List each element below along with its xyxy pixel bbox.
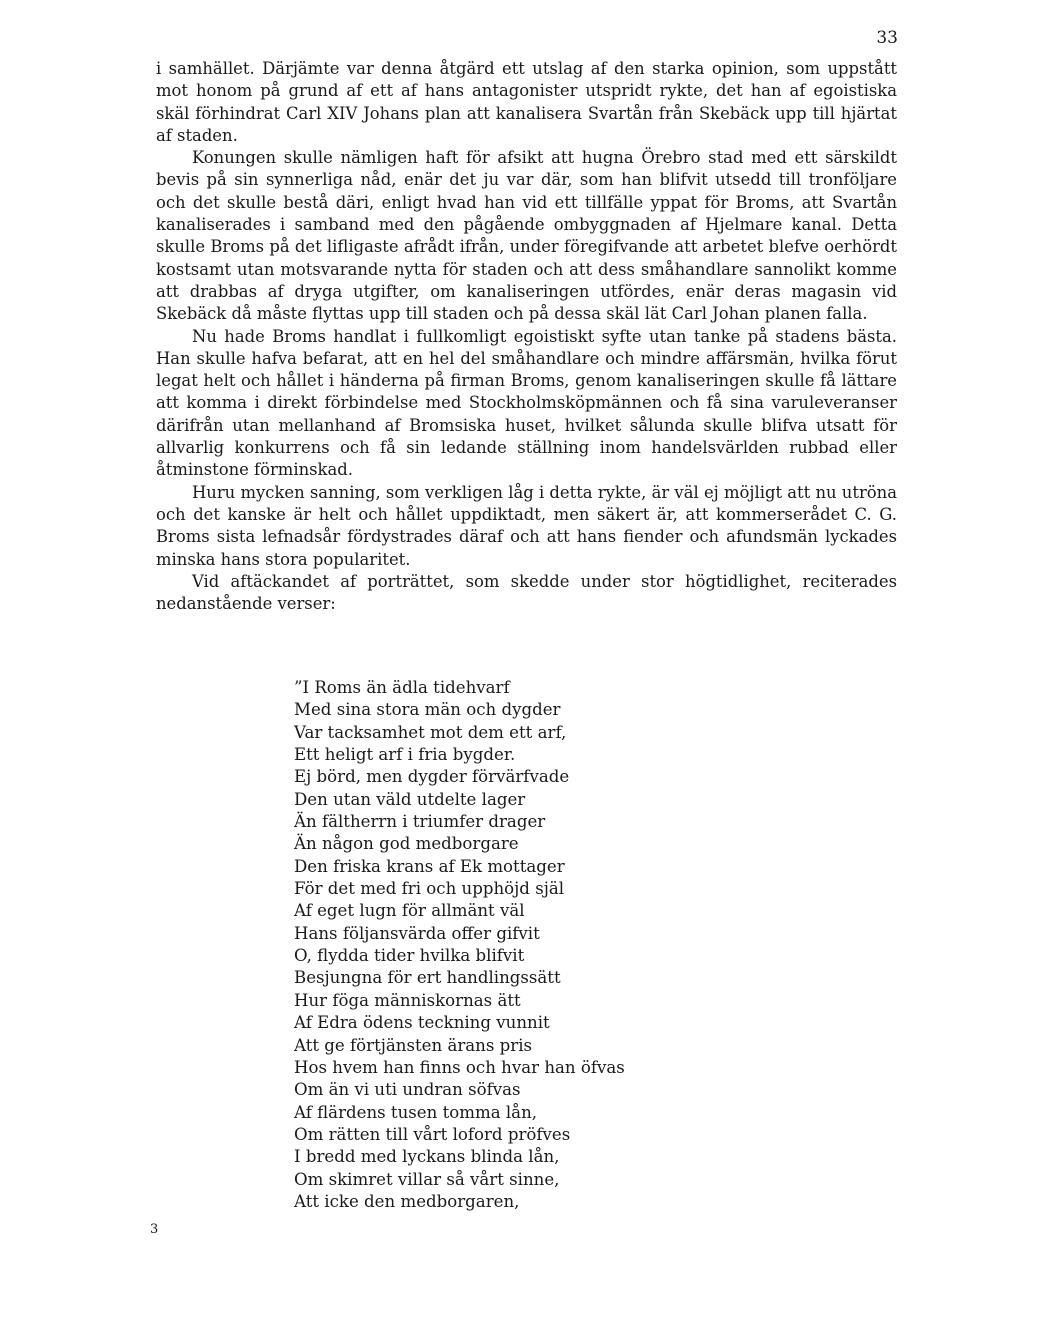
poem-line: Att ge förtjänsten ärans pris: [294, 1035, 533, 1055]
paragraph: Vid aftäckandet af porträttet, som skedde under stor högtidlighet, reciterades nedanstående verser:: [156, 571, 897, 614]
poem-line: Var tacksamhet mot dem ett arf,: [294, 722, 567, 742]
poem-line: Den friska krans af Ek mottager: [294, 856, 565, 876]
poem-line: Hos hvem han finns och hvar han öfvas: [294, 1057, 625, 1077]
poem-line: Ett heligt arf i fria bygder.: [294, 745, 516, 765]
poem-line: Hans följansvärda offer gifvit: [294, 923, 540, 943]
paragraph: Huru mycken sanning, som verkligen låg i detta rykte, är väl ej möjligt att nu utröna och det kanske är helt och hållet uppdiktadt, men säkert är, att kommerserådet C. G. Broms sista lefnadsår fördystrades däraf och att hans fiender och afundsmän lyckades minska hans stora popularitet.: [156, 482, 897, 569]
poem-line: Än någon god medborgare: [294, 834, 519, 854]
poem-line: Om skimret villar så vårt sinne,: [294, 1169, 560, 1189]
signature-mark: 3: [150, 1222, 159, 1237]
poem-line: Af flärdens tusen tomma lån,: [294, 1102, 538, 1122]
poem-line: För det med fri och upphöjd själ: [294, 879, 565, 899]
paragraph: Konungen skulle nämligen haft för afsikt att hugna Örebro stad med ett särskildt bevis på sin synnerliga nåd, enär det ju var där, som han blifvit utsedd till tronföljare och det skulle bestå däri, enligt hvad han vid ett tillfälle yppat för Broms, att Svartån kanaliserades i samband med den pågående ombyggnaden af Hjelmare kanal. Detta skulle Broms på det lifligaste afrådt ifrån, under föregifvande att arbetet blefve oerhördt kostsamt utan motsvarande nytta för staden och att dess småhandlare sannolikt komme att drabbas af dryga utgifter, om kanaliseringen utfördes, enär deras magasin vid Skebäck då måste flyttas upp till staden och på dessa skäl lät Carl Johan planen falla.: [156, 148, 897, 324]
poem-line: Af eget lugn för allmänt väl: [294, 901, 525, 921]
poem-line: Om rätten till vårt loford pröfves: [294, 1124, 571, 1144]
poem-line: Ej börd, men dygder förvärfvade: [294, 767, 570, 787]
poem-line: Än fältherrn i triumfer drager: [294, 812, 546, 832]
poem: [294, 677, 794, 1213]
poem-line: Af Edra ödens teckning vunnit: [294, 1013, 550, 1033]
poem-line: O, flydda tider hvilka blifvit: [294, 946, 525, 966]
paragraph: Nu hade Broms handlat i fullkomligt egoistiskt syfte utan tanke på stadens bästa. Han skulle hafva befarat, att en hel del småhandlare och mindre affärsmän, hvilka förut legat helt och hållet i händerna på firman Broms, genom kanaliseringen skulle få lättare att komma i direkt förbindelse med Stockholmsköpmännen och få sina varuleveranser därifrån utan mellanhand af Bromsiska huset, hvilket sålunda skulle blifva utsatt för allvarlig konkurrens och få sin ledande ställning inom handelsvärlden rubbad eller åtminstone förminskad.: [156, 326, 897, 480]
poem-line: ”I Roms än ädla tidehvarf: [294, 678, 510, 697]
poem-line: Hur föga människornas ätt: [294, 990, 521, 1010]
poem-line: Besjungna för ert handlingssätt: [294, 968, 561, 988]
poem-line: Den utan väld utdelte lager: [294, 789, 526, 809]
page-number: 33: [876, 28, 898, 48]
poem-line: I bredd med lyckans blinda lån,: [294, 1147, 560, 1167]
poem-line: Med sina stora män och dygder: [294, 700, 561, 720]
body-text: [156, 58, 897, 615]
poem-line: Om än vi uti undran söfvas: [294, 1080, 521, 1100]
poem-line: Att icke den medborgaren,: [294, 1191, 520, 1211]
paragraph: i samhället. Därjämte var denna åtgärd ett utslag af den starka opinion, som uppstått mot honom på grund af ett af hans antagonister utspridt rykte, det han af egoistiska skäl förhindrat Carl XIV Johans plan att kanalisera Svartån från Skebäck upp till hjärtat af staden.: [156, 59, 897, 145]
